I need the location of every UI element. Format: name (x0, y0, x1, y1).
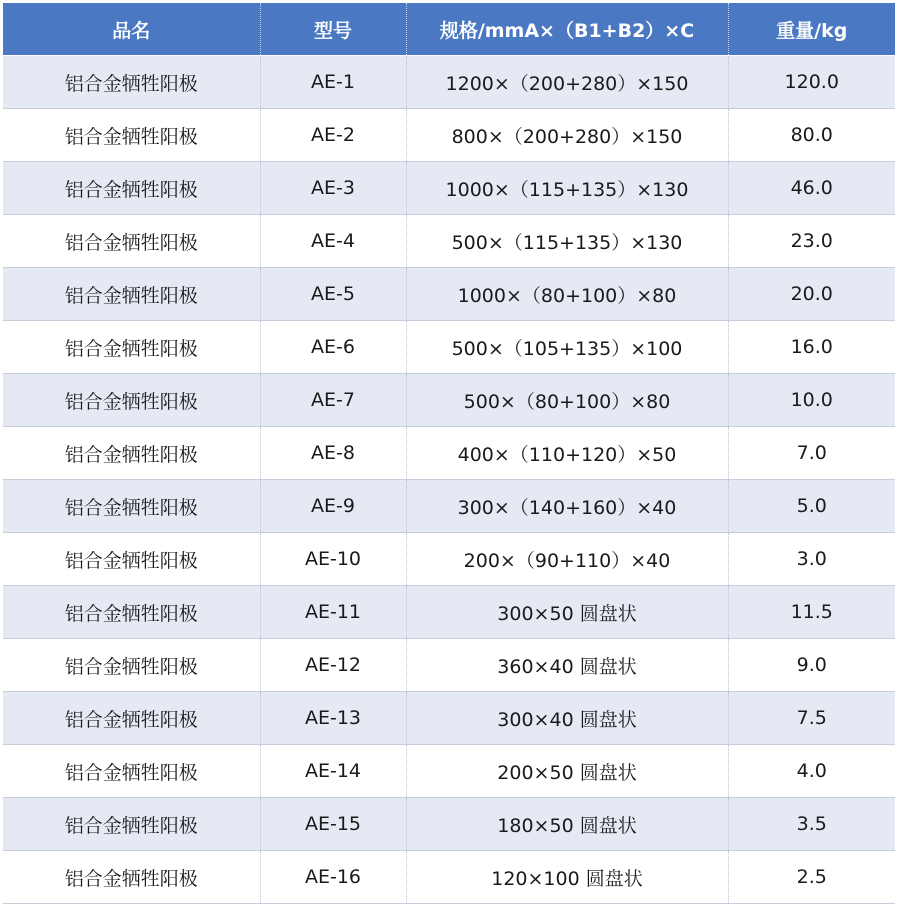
cell-weight: 5.0 (728, 480, 895, 533)
cell-specification: 300×50 圆盘状 (406, 586, 728, 639)
cell-specification: 800×（200+280）×150 (406, 109, 728, 162)
cell-weight: 9.0 (728, 639, 895, 692)
cell-specification: 200×（90+110）×40 (406, 533, 728, 586)
cell-model: AE-5 (260, 268, 406, 321)
cell-product-name: 铝合金牺牲阳极 (3, 692, 260, 745)
cell-product-name: 铝合金牺牲阳极 (3, 268, 260, 321)
cell-specification: 200×50 圆盘状 (406, 745, 728, 798)
cell-product-name: 铝合金牺牲阳极 (3, 162, 260, 215)
cell-specification: 400×（110+120）×50 (406, 427, 728, 480)
table-row (3, 533, 895, 586)
cell-specification: 1000×（115+135）×130 (406, 162, 728, 215)
cell-model: AE-8 (260, 427, 406, 480)
cell-specification: 500×（80+100）×80 (406, 374, 728, 427)
header-model: 型号 (260, 3, 406, 56)
cell-model: AE-14 (260, 745, 406, 798)
header-product-name: 品名 (3, 3, 260, 56)
cell-model: AE-13 (260, 692, 406, 745)
header-specification: 规格/mmA×（B1+B2）×C (406, 3, 728, 56)
cell-product-name: 铝合金牺牲阳极 (3, 56, 260, 109)
cell-model: AE-12 (260, 639, 406, 692)
table-row (3, 692, 895, 745)
cell-weight: 7.0 (728, 427, 895, 480)
cell-product-name: 铝合金牺牲阳极 (3, 586, 260, 639)
cell-specification: 1000×（80+100）×80 (406, 268, 728, 321)
cell-product-name: 铝合金牺牲阳极 (3, 215, 260, 268)
table-row (3, 162, 895, 215)
cell-weight: 10.0 (728, 374, 895, 427)
table-row (3, 215, 895, 268)
anode-spec-table (3, 3, 895, 904)
cell-model: AE-3 (260, 162, 406, 215)
table-row (3, 639, 895, 692)
table-row (3, 586, 895, 639)
cell-specification: 300×（140+160）×40 (406, 480, 728, 533)
table-row (3, 798, 895, 851)
cell-weight: 23.0 (728, 215, 895, 268)
cell-weight: 3.0 (728, 533, 895, 586)
cell-weight: 4.0 (728, 745, 895, 798)
cell-weight: 7.5 (728, 692, 895, 745)
cell-product-name: 铝合金牺牲阳极 (3, 321, 260, 374)
table-row (3, 745, 895, 798)
cell-specification: 500×（115+135）×130 (406, 215, 728, 268)
cell-product-name: 铝合金牺牲阳极 (3, 851, 260, 904)
cell-model: AE-6 (260, 321, 406, 374)
cell-product-name: 铝合金牺牲阳极 (3, 639, 260, 692)
table-row (3, 56, 895, 109)
spec-table-container (3, 3, 895, 909)
cell-model: AE-2 (260, 109, 406, 162)
table-row (3, 374, 895, 427)
cell-weight: 46.0 (728, 162, 895, 215)
cell-product-name: 铝合金牺牲阳极 (3, 427, 260, 480)
cell-model: AE-15 (260, 798, 406, 851)
cell-model: AE-16 (260, 851, 406, 904)
cell-product-name: 铝合金牺牲阳极 (3, 109, 260, 162)
cell-weight: 80.0 (728, 109, 895, 162)
table-body (3, 56, 895, 904)
header-row (3, 3, 895, 56)
cell-specification: 360×40 圆盘状 (406, 639, 728, 692)
table-row (3, 321, 895, 374)
table-row (3, 480, 895, 533)
cell-model: AE-7 (260, 374, 406, 427)
table-row (3, 851, 895, 904)
cell-model: AE-11 (260, 586, 406, 639)
cell-product-name: 铝合金牺牲阳极 (3, 745, 260, 798)
table-row (3, 268, 895, 321)
cell-weight: 20.0 (728, 268, 895, 321)
table-row (3, 427, 895, 480)
cell-product-name: 铝合金牺牲阳极 (3, 798, 260, 851)
cell-product-name: 铝合金牺牲阳极 (3, 480, 260, 533)
cell-weight: 2.5 (728, 851, 895, 904)
table-row (3, 109, 895, 162)
cell-model: AE-4 (260, 215, 406, 268)
cell-specification: 120×100 圆盘状 (406, 851, 728, 904)
cell-model: AE-10 (260, 533, 406, 586)
header-weight: 重量/kg (728, 3, 895, 56)
cell-weight: 11.5 (728, 586, 895, 639)
cell-product-name: 铝合金牺牲阳极 (3, 374, 260, 427)
cell-model: AE-9 (260, 480, 406, 533)
cell-specification: 500×（105+135）×100 (406, 321, 728, 374)
cell-weight: 120.0 (728, 56, 895, 109)
cell-specification: 1200×（200+280）×150 (406, 56, 728, 109)
cell-weight: 16.0 (728, 321, 895, 374)
cell-specification: 180×50 圆盘状 (406, 798, 728, 851)
table-header (3, 3, 895, 56)
cell-model: AE-1 (260, 56, 406, 109)
cell-weight: 3.5 (728, 798, 895, 851)
cell-specification: 300×40 圆盘状 (406, 692, 728, 745)
cell-product-name: 铝合金牺牲阳极 (3, 533, 260, 586)
